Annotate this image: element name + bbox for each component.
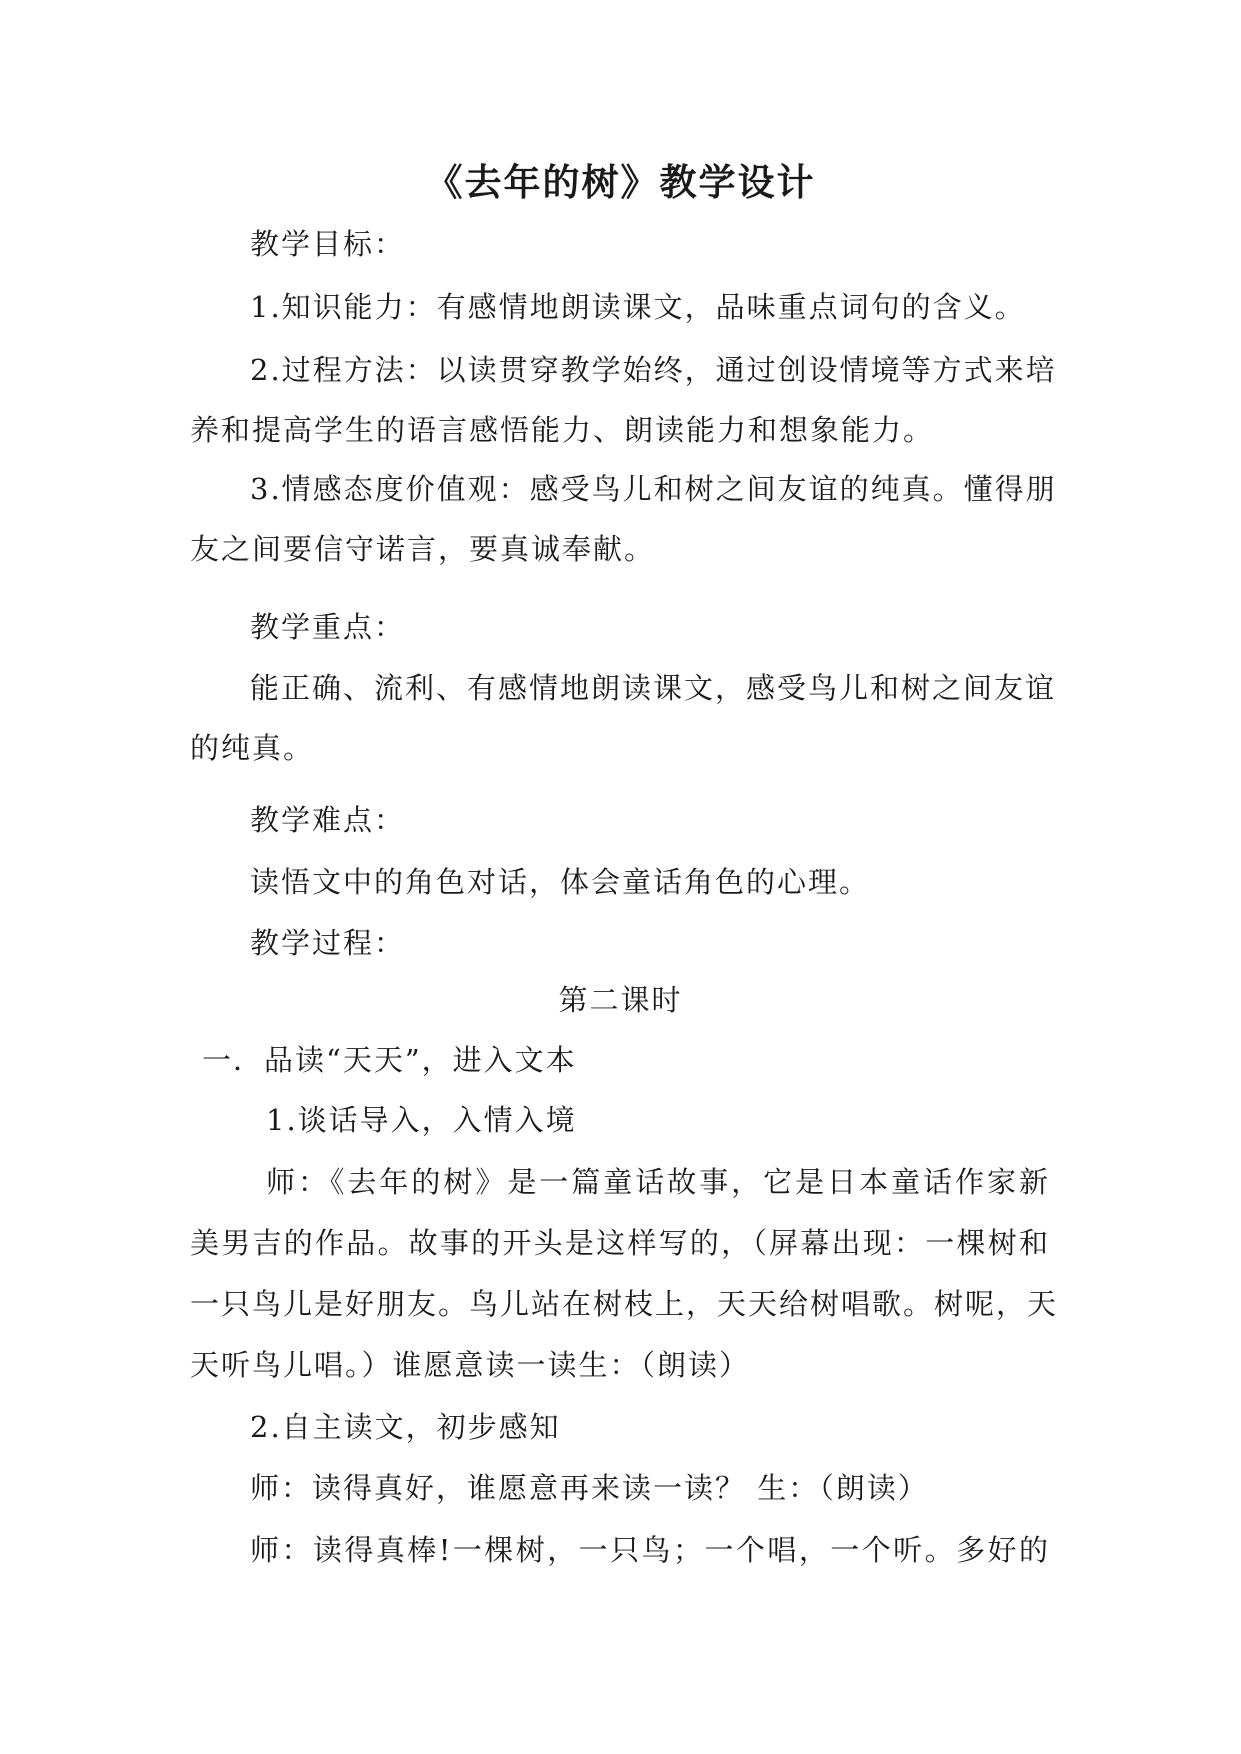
teacher-intro-line-2: 美男吉的作品。故事的开头是这样写的，（屏幕出现：一棵树和 xyxy=(190,1226,1050,1260)
step-one-heading: 一．品读“天天”，进入文本 xyxy=(202,1043,577,1077)
section-heading-objectives: 教学目标： xyxy=(250,227,406,261)
step-one-sub-2: 2.自主读文，初步感知 xyxy=(250,1410,561,1444)
difficulties-text: 读悟文中的角色对话，体会童话角色的心理。 xyxy=(250,865,871,899)
teacher-dialogue-1: 师：读得真好，谁愿意再来读一读？ 生：（朗读） xyxy=(250,1471,929,1505)
objective-knowledge: 1.知识能力：有感情地朗读课文，品味重点词句的含义。 xyxy=(250,290,1026,324)
objective-process-line-1: 2.过程方法：以读贯穿教学始终，通过创设情境等方式来培 xyxy=(250,353,1057,387)
objective-process-line-2: 养和提高学生的语言感悟能力、朗读能力和想象能力。 xyxy=(190,413,935,447)
teacher-intro-line-4: 天听鸟儿唱。）谁愿意读一读生：（朗读） xyxy=(190,1348,751,1382)
step-one-sub-1: 1.谈话导入，入情入境 xyxy=(266,1103,577,1137)
lesson-period-heading: 第二课时 xyxy=(558,983,683,1017)
section-heading-process: 教学过程： xyxy=(250,926,406,960)
teacher-intro-line-1: 师：《去年的树》是一篇童话故事，它是日本童话作家新 xyxy=(266,1165,1050,1199)
teacher-dialogue-2: 师：读得真棒!一棵树，一只鸟；一个唱，一个听。多好的 xyxy=(250,1533,1050,1567)
document-title: 《去年的树》教学设计 xyxy=(425,161,816,204)
objective-values-line-1: 3.情感态度价值观：感受鸟儿和树之间友谊的纯真。懂得朋 xyxy=(250,472,1057,506)
key-points-line-2: 的纯真。 xyxy=(190,731,315,765)
section-heading-key-points: 教学重点： xyxy=(250,610,406,644)
objective-values-line-2: 友之间要信守诺言，要真诚奉献。 xyxy=(190,532,656,566)
section-heading-difficulties: 教学难点： xyxy=(250,803,406,837)
teacher-intro-line-3: 一只鸟儿是好朋友。鸟儿站在树枝上，天天给树唱歌。树呢，天 xyxy=(190,1287,1059,1321)
key-points-line-1: 能正确、流利、有感情地朗读课文，感受鸟儿和树之间友谊 xyxy=(250,671,1057,705)
